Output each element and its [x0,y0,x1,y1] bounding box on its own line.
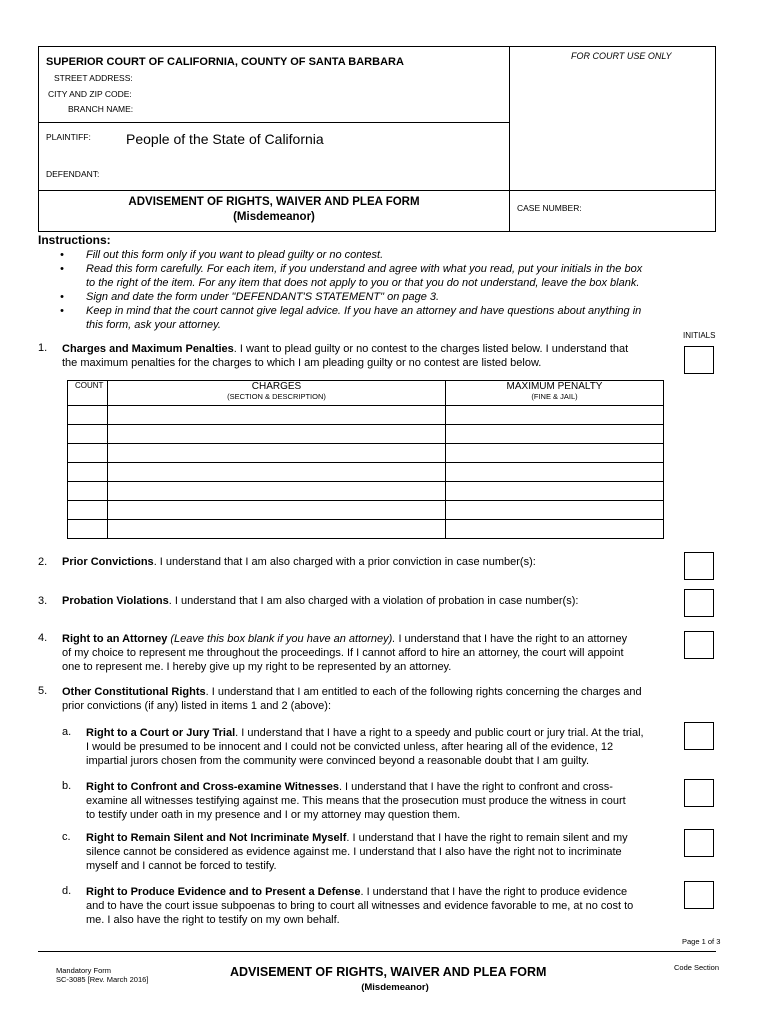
count-header: COUNT [68,381,108,406]
charges-cell[interactable] [108,520,446,539]
penalty-cell[interactable] [446,520,664,539]
item-number: 5. [38,685,48,697]
item-text: to testify under oath in my presence and I or my attorney may question them. [86,809,461,821]
court-use-only: FOR COURT USE ONLY [571,51,672,61]
item-text: I understand that I have the right to an attorney [395,633,628,645]
item-text: impartial jurors chosen from the community were convinced beyond a reasonable doubt that I am guilty. [86,755,589,767]
footer-rule [38,951,716,952]
item-text: examine all witnesses testifying against me. This means that the prosecution must produce the witness in court [86,795,626,807]
subitem-letter: c. [62,831,71,843]
item-title: Right to a Court or Jury Trial [86,727,236,739]
branch-name-label: BRANCH NAME: [68,104,134,114]
item-text: one to represent me. I hereby give up my right to be represented by an attorney. [62,661,452,673]
item-text: of my choice to represent me throughout the proceedings. If I cannot afford to hire an attorney, the court will appoint [62,647,624,659]
item-note: (Leave this box blank if you have an attorney). [167,633,396,645]
item-title: Right to an Attorney [62,633,168,645]
header-divider-title [38,190,716,191]
plaintiff-label: PLAINTIFF: [46,132,91,142]
item-text: . I understand that I have a right to a speedy and public court or jury trial. At the trial, [235,727,644,739]
charges-header-sub: (SECTION & DESCRIPTION) [227,392,326,401]
penalty-header-sub: (FINE & JAIL) [531,392,578,401]
count-cell[interactable] [68,444,108,463]
item-title: Right to Confront and Cross-examine Witnesses [86,781,339,793]
item-text: . I understand that I am entitled to each of the following rights concerning the charges and [205,686,642,698]
count-cell[interactable] [68,406,108,425]
charges-cell[interactable] [108,482,446,501]
item-text: prior convictions (if any) listed in items 1 and 2 (above): [62,700,332,712]
table-row [68,463,664,482]
table-row [68,501,664,520]
footer-subtitle: (Misdemeanor) [361,982,429,993]
initials-box-evidence[interactable] [684,881,714,909]
form-number: SC-3085 [Rev. March 2016] [56,975,149,984]
initials-box-attorney[interactable] [684,631,714,659]
case-number-label: CASE NUMBER: [517,203,582,213]
charges-cell[interactable] [108,444,446,463]
form-subtitle: (Misdemeanor) [233,211,315,223]
charges-cell[interactable] [108,425,446,444]
instruction-item: Fill out this form only if you want to plead guilty or no contest. [86,249,384,261]
instruction-item: this form, ask your attorney. [86,319,221,331]
subitem-letter: b. [62,780,72,792]
header-border-top [38,46,716,47]
form-title: ADVISEMENT OF RIGHTS, WAIVER AND PLEA FORM [128,196,420,208]
defendant-label: DEFENDANT: [46,169,100,179]
item-text: . I understand that I am also charged with a prior conviction in case number(s): [153,556,536,568]
table-row [68,520,664,539]
penalty-cell[interactable] [446,425,664,444]
instruction-item: Sign and date the form under "DEFENDANT'S STATEMENT" on page 3. [86,291,440,303]
initials-box-probation[interactable] [684,589,714,617]
item-title: Right to Remain Silent and Not Incriminate Myself [86,832,347,844]
item-title: Right to Produce Evidence and to Present a Defense [86,886,361,898]
table-row [68,444,664,463]
item-text: me. I also have the right to testify on my own behalf. [86,914,340,926]
charges-cell[interactable] [108,406,446,425]
penalty-header-label: MAXIMUM PENALTY [506,381,603,392]
header-divider-plaintiff [38,122,510,123]
instruction-item: Keep in mind that the court cannot give legal advice. If you have an attorney and have questions about anything in [86,305,642,317]
item-text: myself and I cannot be forced to testify. [86,860,277,872]
bullet-icon: • [60,249,64,261]
penalty-cell[interactable] [446,463,664,482]
city-zip-label: CITY AND ZIP CODE: [48,89,132,99]
bullet-icon: • [60,291,64,303]
item-text: . I understand that I am also charged with a violation of probation in case number(s): [168,595,579,607]
item-number: 3. [38,595,48,607]
penalty-cell[interactable] [446,482,664,501]
instruction-item: Read this form carefully. For each item, if you understand and agree with what you read, put your initials in the box [86,263,643,275]
charges-header [108,381,446,406]
count-cell[interactable] [68,520,108,539]
penalty-cell[interactable] [446,444,664,463]
count-cell[interactable] [68,501,108,520]
instructions-heading: Instructions: [38,233,111,247]
plaintiff-value[interactable]: People of the State of California [126,131,324,147]
count-cell[interactable] [68,482,108,501]
item-text: the maximum penalties for the charges to which I am pleading guilty or no contest are listed below. [62,357,542,369]
header-border-right [715,46,716,232]
page-number: Page 1 of 3 [682,937,721,946]
item-probation-text [62,595,578,607]
subitem-letter: a. [62,726,72,738]
subitem-letter: d. [62,885,72,897]
item-prior-convictions-text [62,556,536,568]
item-title: Probation Violations [62,595,169,607]
instruction-item: to the right of the item. For any item that does not apply to you or that you do not understand, leave the box blank. [86,277,640,289]
street-address-label: STREET ADDRESS: [54,73,133,83]
item-title: Other Constitutional Rights [62,686,206,698]
code-section-label: Code Section [674,963,720,972]
item-text: I would be presumed to be innocent and I could not be convicted unless, after hearing all of the evidence, 12 [86,741,614,753]
charges-cell[interactable] [108,463,446,482]
item-text: . I understand that I have the right to confront and cross- [338,781,613,793]
bullet-icon: • [60,263,64,275]
count-cell[interactable] [68,463,108,482]
item-text: . I want to plead guilty or no contest to the charges listed below. I understand that [233,343,629,355]
penalty-cell[interactable] [446,501,664,520]
item-text: silence cannot be considered as evidence against me. I understand that I also have the right not to incriminate [86,846,622,858]
table-row [68,482,664,501]
court-title: SUPERIOR COURT OF CALIFORNIA, COUNTY OF SANTA BARBARA [46,56,404,68]
item-text: and to have the court issue subpoenas to bring to court all witnesses and evidence favorable to me, at no cost to [86,900,634,912]
header-border-bottom [38,231,716,232]
penalty-cell[interactable] [446,406,664,425]
bullet-icon: • [60,305,64,317]
item-text: . I understand that I have the right to produce evidence [360,886,628,898]
item-title: Charges and Maximum Penalties [62,343,234,355]
table-row [68,425,664,444]
initials-box-silent[interactable] [684,829,714,857]
mandatory-form-label: Mandatory Form [56,966,112,975]
charges-cell[interactable] [108,501,446,520]
count-cell[interactable] [68,425,108,444]
footer-title: ADVISEMENT OF RIGHTS, WAIVER AND PLEA FORM [230,965,547,979]
table-row [68,406,664,425]
initials-box-prior-convictions[interactable] [684,552,714,580]
charges-table [67,380,664,539]
initials-label: INITIALS [683,331,716,340]
item-text: . I understand that I have the right to remain silent and my [346,832,628,844]
item-number: 2. [38,556,48,568]
item-number: 4. [38,632,48,644]
table-header-row [68,381,664,406]
charges-header-label: CHARGES [251,381,302,392]
item-title: Prior Convictions [62,556,154,568]
initials-box-charges[interactable] [684,346,714,374]
initials-box-confront[interactable] [684,779,714,807]
item-number: 1. [38,342,48,354]
penalty-header [446,381,664,406]
initials-box-jury-trial[interactable] [684,722,714,750]
